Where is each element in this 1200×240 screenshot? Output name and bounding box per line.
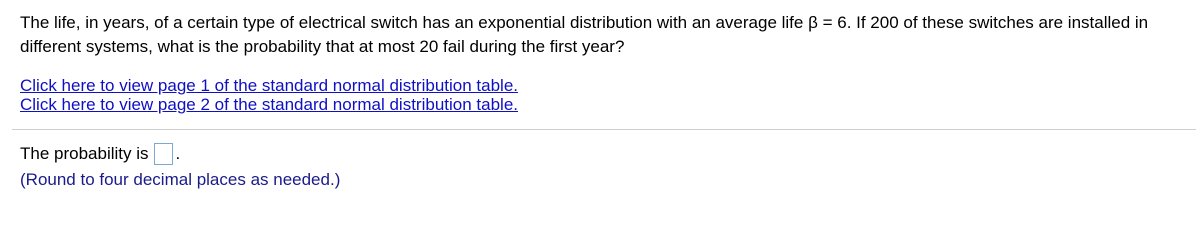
rounding-instruction: (Round to four decimal places as needed.) [20, 170, 341, 189]
answer-prefix: The probability is [20, 144, 149, 163]
answer-suffix: . [175, 144, 181, 163]
answer-line [20, 142, 180, 166]
table-links [20, 76, 518, 114]
divider [12, 129, 1196, 130]
normal-table-page-2-link[interactable]: Click here to view page 2 of the standard normal distribution table. [20, 95, 518, 114]
normal-table-page-1-link[interactable]: Click here to view page 1 of the standard normal distribution table. [20, 76, 518, 95]
question-text: The life, in years, of a certain type of electrical switch has an exponential distribution with an average life β = 6. If 200 of these switches are installed in different systems, what is the probability that at most 20 fail during the first year? [20, 13, 1149, 56]
probability-answer-input[interactable] [154, 143, 173, 165]
